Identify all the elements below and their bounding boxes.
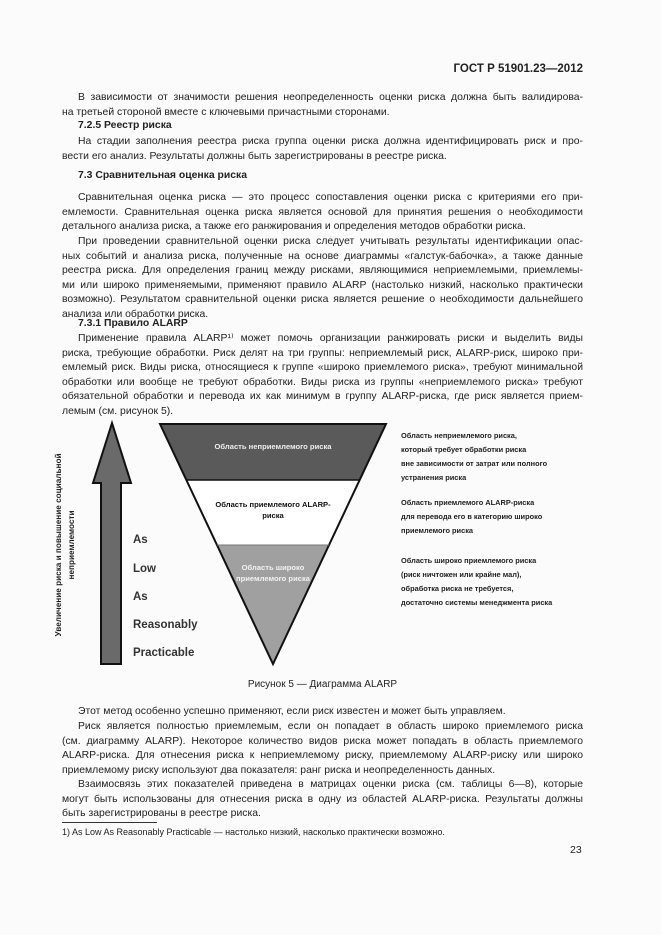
text-line: В зависимости от значимости решения неопределенность оценки риска должна быть валидирова-: [78, 92, 583, 103]
vertical-axis-label: Увеличение риска и повышение социальной неприемлемости: [54, 453, 76, 637]
text-line: быть зарегистрированы в реестре риска.: [62, 808, 261, 819]
document-id: ГОСТ Р 51901.23—2012: [453, 63, 583, 75]
acronym-practicable: Practicable: [133, 647, 195, 659]
text-line: риска, требующие обработки. Риск делят на три группы: неприемлемый риск, ALARP-риск, широко при-: [62, 347, 583, 359]
footnote: 1) As Low As Reasonably Practicable — настолько низкий, насколько практически возможно.: [62, 827, 445, 837]
text-line: Сравнительная оценка риска — это процесс сопоставления оценки риска с критериями его при-: [78, 192, 583, 203]
heading-7-3-1: 7.3.1 Правило ALARP: [78, 318, 188, 329]
acronym-reasonably: Reasonably: [133, 619, 198, 631]
acronym-as: As: [133, 534, 148, 546]
desc-line: обработка риска не требуется,: [401, 584, 514, 593]
text-line: детального анализа риска, а также его ранжирования и определения методов обработки риска.: [62, 221, 526, 232]
figure-caption: Рисунок 5 — Диаграмма ALARP: [247, 679, 398, 690]
footnote-divider: [62, 822, 157, 823]
page-number: 23: [570, 844, 582, 856]
text-line: При проведении сравнительной оценки риска следует учитывать результаты идентификации опас-: [78, 236, 583, 247]
text-line: реестра риска. Для определения границ между рисками, являющимися неприемлемыми, приемлемы-: [62, 265, 583, 276]
desc-line: вне зависимости от затрат или полного: [401, 459, 548, 468]
paragraph: [62, 778, 583, 822]
region-label-alarp: Область приемлемого ALARP-риска: [215, 500, 331, 520]
text-line: (см. диаграмму ALARP). Некоторое количество видов риска может попадать в область приемлемого: [62, 735, 583, 747]
desc-line: приемлемого риска: [401, 526, 474, 535]
desc-line: (риск ничтожен или крайне мал),: [401, 570, 522, 579]
text-line: возможно). Результатом сравнительной оценки риска является решение о необходимости дальнейшего: [62, 294, 583, 305]
desc-line: устранения риска: [401, 473, 467, 482]
heading-7-3: 7.3 Сравнительная оценка риска: [78, 170, 248, 181]
text-line: Риск является полностью приемлемым, если он попадает в область широко приемлемого риска: [78, 721, 583, 732]
heading-7-2-5: 7.2.5 Реестр риска: [78, 120, 172, 131]
text-line: На стадии заполнения реестра риска группа оценки риска должна идентифицировать риск и про-: [78, 136, 583, 147]
acronym-as-2: As: [133, 591, 148, 603]
text-line: анализа или обработки риска.: [62, 308, 209, 320]
description-alarp: [401, 496, 542, 538]
text-line: емлемости. Сравнительная оценка риска является основой для принятия решения о необходимости: [62, 206, 583, 218]
text-line: приемлемому риску используют два показателя: ранг риска и неопределенность данных.: [62, 764, 496, 776]
desc-line: который требует обработки риска: [401, 445, 527, 454]
desc-line: достаточно системы менеджмента риска: [401, 598, 553, 607]
description-unacceptable: [401, 429, 547, 485]
desc-line: Область приемлемого ALARP-риска: [401, 498, 535, 507]
text-line: ALARP-риска. Для отнесения риска к неприемлемому риску, приемлемому ALARP-риску или широко: [62, 750, 583, 761]
text-line: на третьей стороной вместе с ключевыми причастными сторонами.: [62, 106, 390, 118]
text-line: ных событий и анализа риска, полученные на основе диаграммы «галстук-бабочка», а также данные: [62, 250, 583, 262]
text-line: лемым (см. рисунок 5).: [62, 405, 174, 417]
text-line: обязательной обработки и перевода их как минимум в группу ALARP-риска, где риск является прием-: [62, 391, 583, 402]
paragraph: [62, 720, 583, 778]
region-label-acceptable: Область широко приемлемого риска: [235, 563, 310, 583]
text-line: ми или широко применяемыми, применяют правило ALARP (настолько низкий, насколько практически: [62, 279, 583, 291]
text-line: Этот метод особенно успешно применяют, если риск известен и может быть управляем.: [78, 706, 506, 717]
text-line: емлемый риск. Виды риска, относящиеся к группе «широко приемлемого риска», требуют минимальной: [62, 362, 583, 373]
text-line: вести его анализ. Результаты должны быть зарегистрированы в реестре риска.: [62, 150, 447, 162]
risk-arrow: [93, 423, 131, 664]
acronym-low: Low: [133, 563, 156, 575]
unacceptable-region: [160, 424, 386, 480]
desc-line: Область неприемлемого риска,: [401, 431, 517, 440]
paragraph: [62, 705, 583, 720]
region-label-unacceptable: Область неприемлемого риска: [214, 442, 332, 451]
desc-line: Область широко приемлемого риска: [401, 556, 537, 565]
text-line: могут быть использованы для отнесения риска в одну из областей ALARP-риска. Результаты должны: [62, 793, 583, 805]
description-acceptable: [401, 554, 552, 610]
desc-line: для перевода его в категорию широко: [401, 512, 543, 521]
text-line: Взаимосвязь этих показателей приведена в матрицах оценки риска (см. таблицы 6—8), которые: [78, 779, 583, 790]
text-line: Применение правила ALARP¹⁾ может помочь организации ранжировать риски и выделить виды: [78, 333, 583, 344]
text-line: обработки или вообще не требуют обработки. Виды риска из группы «неприемлемого риска» требуют: [62, 376, 583, 388]
